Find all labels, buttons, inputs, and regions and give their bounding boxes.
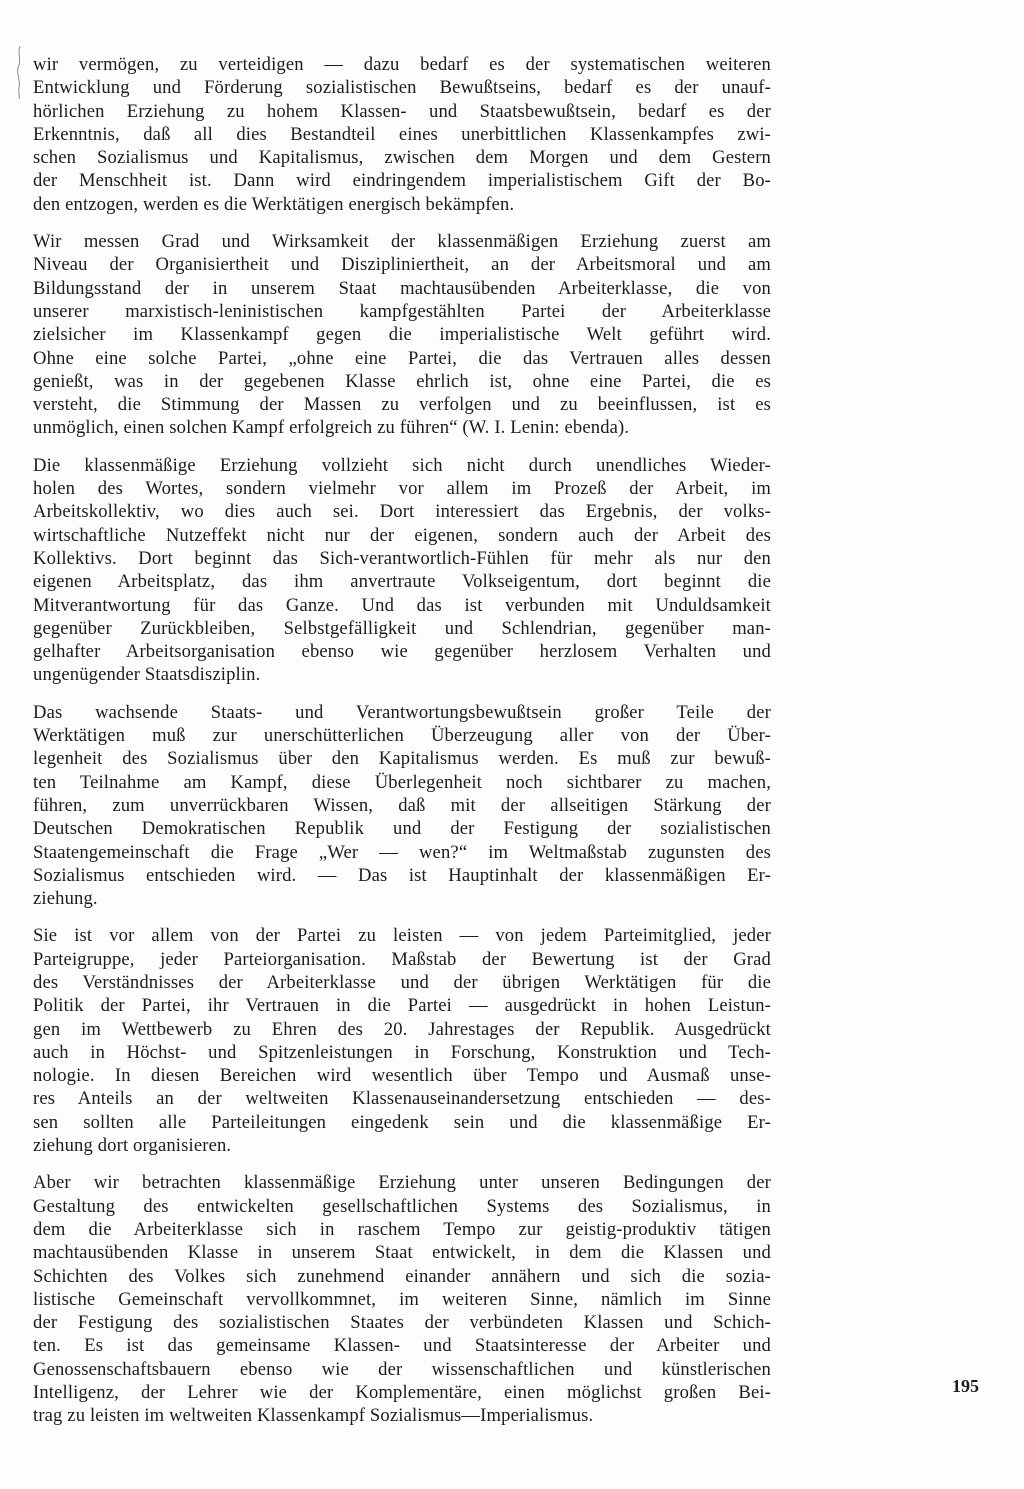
text-line: Kollektivs. Dort beginnt das Sich-verantwortlich-Fühlen für mehr als nur den: [33, 547, 771, 569]
text-line: nologie. In diesen Bereichen wird wesentlich über Tempo und Ausmaß unse-: [33, 1065, 771, 1087]
text-line: Ohne eine solche Partei, „ohne eine Partei, die das Vertrauen alles dessen: [33, 347, 771, 369]
text-line: Niveau der Organisiertheit und Diszipliniertheit, an der Arbeitsmoral und am: [33, 254, 771, 276]
text-line: Sie ist vor allem von der Partei zu leisten — von jedem Parteimitglied, jeder: [33, 925, 771, 947]
text-line: eigenen Arbeitsplatz, das ihm anvertraute Volkseigentum, dort beginnt die: [33, 571, 771, 593]
text-line: unmöglich, einen solchen Kampf erfolgreich zu führen“ (W. I. Lenin: ebenda).: [33, 417, 630, 439]
text-line: ziehung.: [33, 888, 98, 910]
text-line: gen im Wettbewerb zu Ehren des 20. Jahrestages der Republik. Ausgedrückt: [33, 1018, 771, 1040]
paragraph: [33, 53, 771, 216]
text-line: holen des Wortes, sondern vielmehr vor allem im Prozeß der Arbeit, im: [33, 478, 771, 500]
text-line: ten. Es ist das gemeinsame Klassen- und Staatsinteresse der Arbeiter und: [33, 1335, 771, 1357]
text-line: Aber wir betrachten klassenmäßige Erziehung unter unseren Bedingungen der: [33, 1172, 771, 1194]
text-line: Arbeitskollektiv, wo dies auch sei. Dort interessiert das Ergebnis, der volks-: [33, 501, 771, 523]
text-line: unserer marxistisch-leninistischen kampfgestählten Partei der Arbeiterklasse: [33, 300, 771, 322]
text-line: Parteigruppe, jeder Parteiorganisation. Maßstab der Bewertung ist der Grad: [33, 948, 771, 970]
body-text: [33, 53, 771, 1442]
text-line: Staatengemeinschaft die Frage „Wer — wen?“ im Weltmaßstab zugunsten des: [33, 841, 771, 863]
text-line: Die klassenmäßige Erziehung vollzieht sich nicht durch unendliches Wieder-: [33, 454, 771, 476]
text-line: Entwicklung und Förderung sozialistischen Bewußtseins, bedarf es der unauf-: [33, 77, 771, 99]
text-line: ten Teilnahme am Kampf, diese Überlegenheit noch sichtbarer zu machen,: [33, 771, 771, 793]
text-line: den entzogen, werden es die Werktätigen energisch bekämpfen.: [33, 193, 515, 215]
text-line: ungenügender Staatsdisziplin.: [33, 664, 261, 686]
text-line: Werktätigen muß zur unerschütterlichen Überzeugung aller von der Über-: [33, 725, 771, 747]
text-line: gelhafter Arbeitsorganisation ebenso wie gegenüber herzlosem Verhalten und: [33, 641, 771, 663]
paragraph: [33, 701, 771, 911]
text-line: wir vermögen, zu verteidigen — dazu bedarf es der systematischen weiteren: [33, 54, 771, 75]
text-line: schen Sozialismus und Kapitalismus, zwischen dem Morgen und dem Gestern: [33, 147, 771, 169]
text-line: legenheit des Sozialismus über den Kapitalismus werden. Es muß zur bewuß-: [33, 748, 771, 770]
text-line: genießt, was in der gegebenen Klasse ehrlich ist, ohne eine Partei, die es: [33, 370, 771, 392]
text-line: der Festigung des sozialistischen Staates der verbündeten Klassen und Schich-: [33, 1312, 771, 1334]
text-line: Politik der Partei, ihr Vertrauen in die Partei — ausgedrückt in hohen Leistun-: [33, 995, 771, 1017]
text-line: Erkenntnis, daß all dies Bestandteil eines unerbittlichen Klassenkampfes zwi-: [33, 123, 771, 145]
text-line: Schichten des Volkes sich zunehmend einander annähern und sich die sozia-: [33, 1265, 771, 1287]
paragraph: [33, 230, 771, 440]
text-line: gegenüber Zurückbleiben, Selbstgefälligkeit und Schlendrian, gegenüber man-: [33, 617, 771, 639]
text-line: Wir messen Grad und Wirksamkeit der klassenmäßigen Erziehung zuerst am: [33, 231, 771, 253]
margin-pencil-mark: [14, 44, 24, 100]
paragraph: [33, 1171, 771, 1427]
text-line: hörlichen Erziehung zu hohem Klassen- und Staatsbewußtsein, bedarf es der: [33, 100, 771, 122]
text-line: Intelligenz, der Lehrer wie der Komplementäre, einen möglichst großen Bei-: [33, 1382, 771, 1404]
text-line: versteht, die Stimmung der Massen zu verfolgen und zu beeinflussen, ist es: [33, 394, 771, 416]
text-line: Sozialismus entschieden wird. — Das ist Hauptinhalt der klassenmäßigen Er-: [33, 864, 771, 886]
text-line: der Menschheit ist. Dann wird eindringendem imperialistischem Gift der Bo-: [33, 170, 771, 192]
text-line: trag zu leisten im weltweiten Klassenkampf Sozialismus—Imperialismus.: [33, 1405, 594, 1427]
text-line: Gestaltung des entwickelten gesellschaftlichen Systems des Sozialismus, in: [33, 1195, 771, 1217]
paragraph: [33, 454, 771, 687]
text-line: Mitverantwortung für das Ganze. Und das ist verbunden mit Unduldsamkeit: [33, 594, 771, 616]
text-line: listische Gemeinschaft vervollkommnet, im weiteren Sinne, nämlich im Sinne: [33, 1288, 771, 1310]
text-line: res Anteils an der weltweiten Klassenauseinandersetzung entschieden — des-: [33, 1088, 771, 1110]
text-line: dem die Arbeiterklasse sich in raschem Tempo zur geistig-produktiv tätigen: [33, 1218, 771, 1240]
text-line: Genossenschaftsbauern ebenso wie der wissenschaftlichen und künstlerischen: [33, 1358, 771, 1380]
text-line: Das wachsende Staats- und Verantwortungsbewußtsein großer Teile der: [33, 701, 771, 723]
page-number: 195: [952, 1376, 979, 1396]
text-line: auch in Höchst- und Spitzenleistungen in Forschung, Konstruktion und Tech-: [33, 1041, 771, 1063]
text-line: wirtschaftliche Nutzeffekt nicht nur der eigenen, sondern auch der Arbeit des: [33, 524, 771, 546]
text-line: zielsicher im Klassenkampf gegen die imperialistische Welt geführt wird.: [33, 324, 771, 346]
text-line: sen sollten alle Parteileitungen eingedenk sein und die klassenmäßige Er-: [33, 1111, 771, 1133]
paragraph: [33, 924, 771, 1157]
text-line: führen, zum unverrückbaren Wissen, daß mit der allseitigen Stärkung der: [33, 794, 771, 816]
text-line: ziehung dort organisieren.: [33, 1135, 232, 1157]
text-line: des Verständnisses der Arbeiterklasse und der übrigen Werktätigen für die: [33, 971, 771, 993]
text-line: Bildungsstand der in unserem Staat machtausübenden Arbeiterklasse, die von: [33, 277, 771, 299]
text-line: Deutschen Demokratischen Republik und der Festigung der sozialistischen: [33, 818, 771, 840]
text-line: machtausübenden Klasse in unserem Staat entwickelt, in dem die Klassen und: [33, 1242, 771, 1264]
